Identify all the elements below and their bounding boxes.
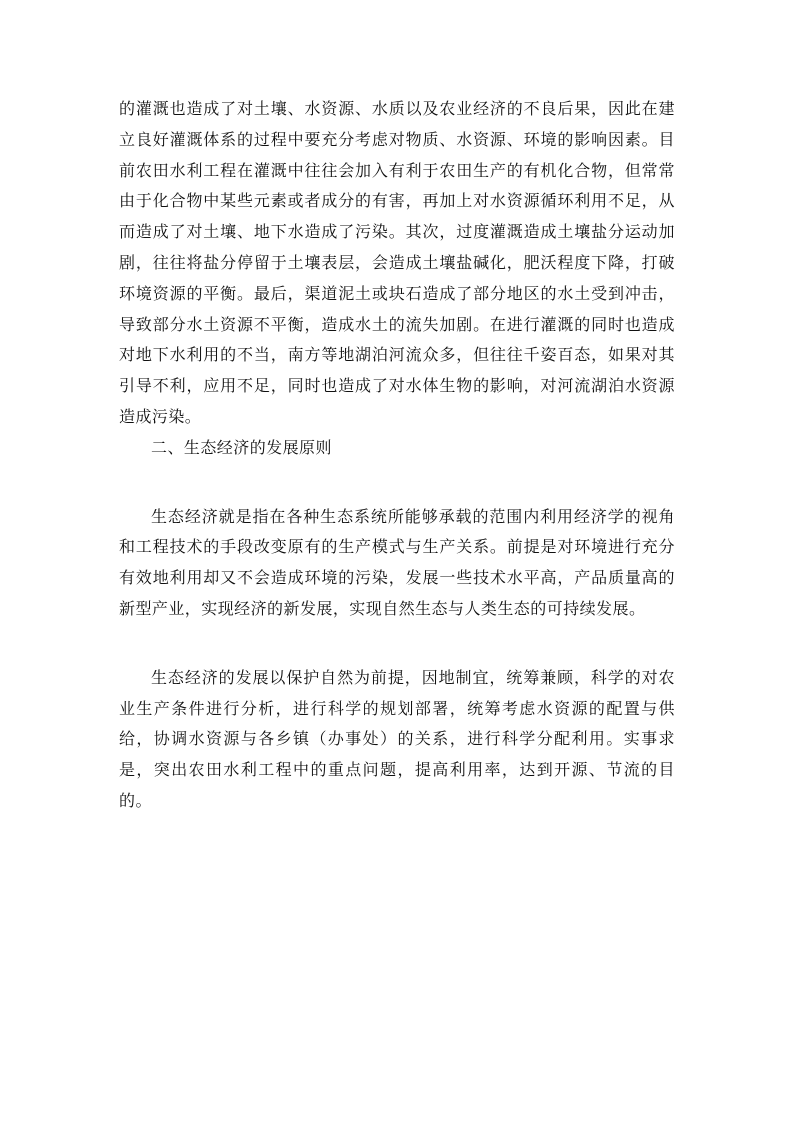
body-paragraph-irrigation-impacts: 的灌溉也造成了对土壤、水资源、水质以及农业经济的不良后果，因此在建立良好灌溉体系的过程中要充分考虑对物质、水资源、环境的影响因素。目前农田水利工程在灌溉中往往会加入有利于农田生产的有机化合物，但常常由于化合物中某些元素或者成分的有害，再加上对水资源循环利用不足，从而造成了对土壤、地下水造成了污染。其次，过度灌溉造成土壤盐分运动加剧，往往将盐分停留于土壤表层，会造成土壤盐碱化，肥沃程度下降，打破环境资源的平衡。最后，渠道泥土或块石造成了部分地区的水土受到冲击，导致部分水土资源不平衡，造成水土的流失加剧。在进行灌溉的同时也造成对地下水利用的不当，南方等地湖泊河流众多，但往往千姿百态，如果对其引导不利，应用不足，同时也造成了对水体生物的影响，对河流湖泊水资源造成污染。 [119, 99, 675, 426]
body-paragraph-eco-economy-development: 生态经济的发展以保护自然为前提，因地制宜，统筹兼顾，科学的对农业生产条件进行分析，进行科学的规划部署，统筹考虑水资源的配置与供给，协调水资源与各乡镇（办事处）的关系，进行科学分配利用。实事求是，突出农田水利工程中的重点问题，提高利用率，达到开源、节流的目的。 [119, 667, 675, 810]
document-page [119, 94, 675, 817]
body-paragraph-eco-economy-definition: 生态经济就是指在各种生态系统所能够承载的范围内利用经济学的视角和工程技术的手段改变原有的生产模式与生产关系。前提是对环境进行充分有效地利用却又不会造成环境的污染，发展一些技术水平高，产品质量高的新型产业，实现经济的新发展，实现自然生态与人类生态的可持续发展。 [119, 506, 675, 618]
section-heading-eco-economy-principles: 二、生态经济的发展原则 [151, 437, 332, 457]
